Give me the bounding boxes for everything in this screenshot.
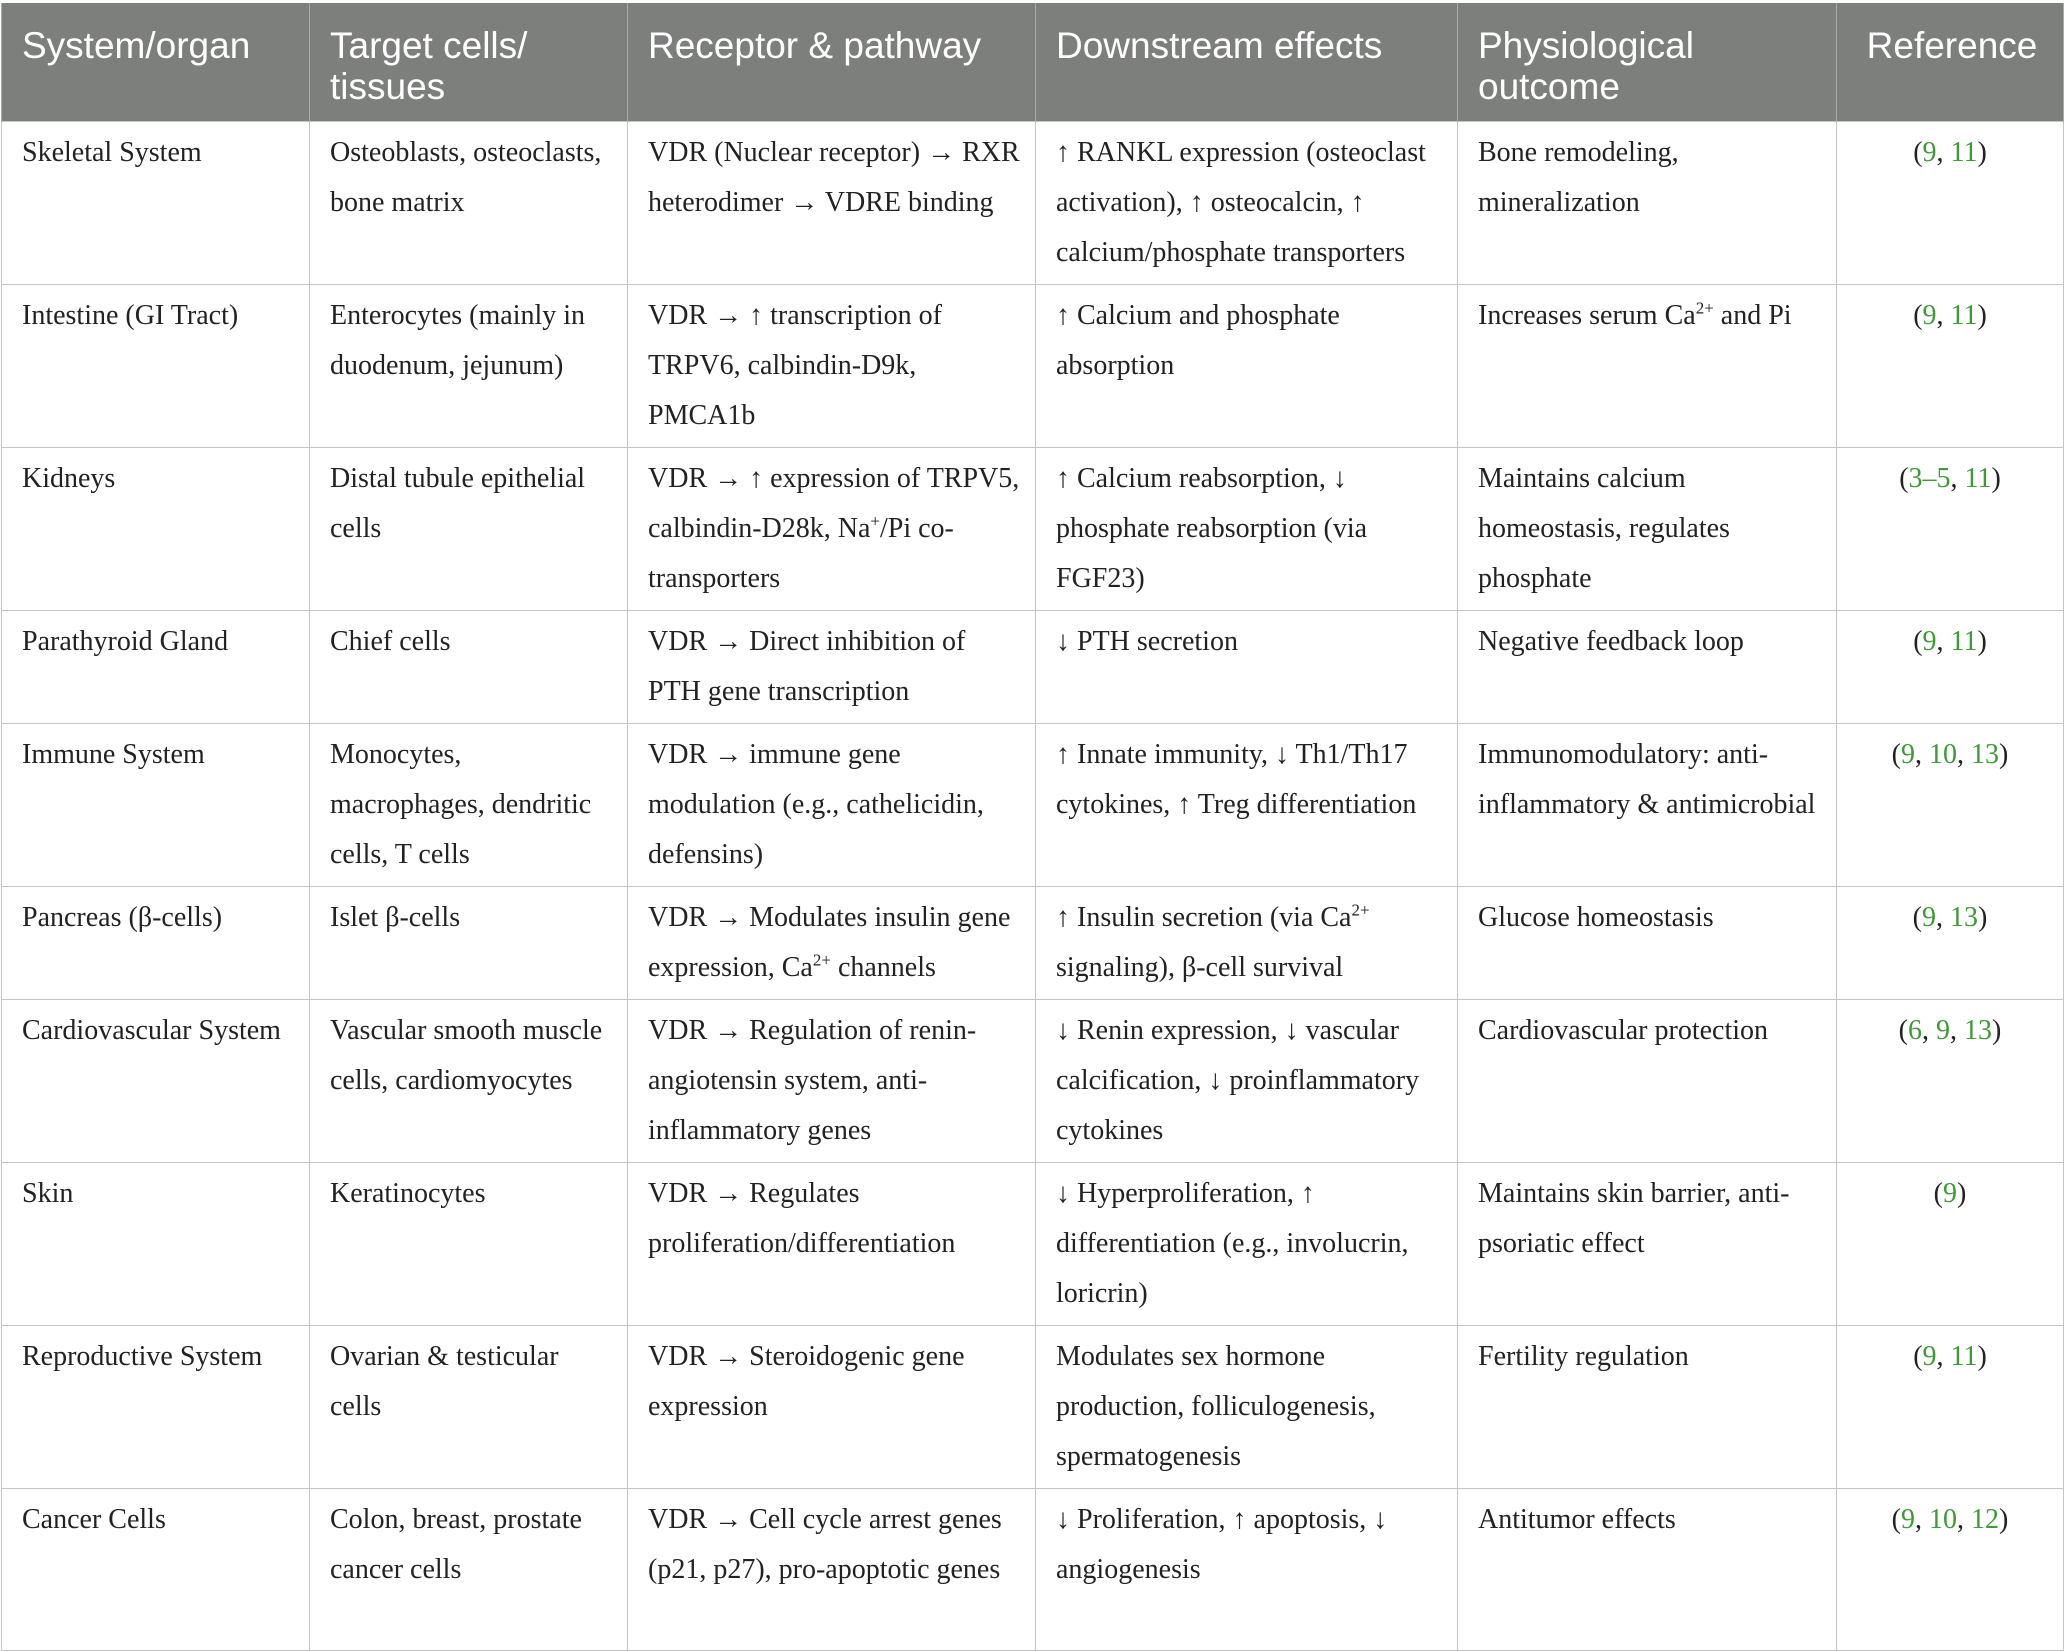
receptor-cell: VDR → Regulation of renin-angiotensin system, anti-inflammatory genes (628, 1000, 1036, 1163)
receptor-cell: VDR → immune gene modulation (e.g., cathelicidin, defensins) (628, 724, 1036, 887)
reference-link[interactable]: 9 (1922, 1341, 1937, 1372)
table-row (2, 1163, 2064, 1326)
outcome-cell: Fertility regulation (1458, 1326, 1837, 1489)
system-cell: Skeletal System (2, 122, 310, 285)
reference-link[interactable]: 9 (1901, 739, 1915, 770)
header-reference: Reference (1837, 3, 2064, 122)
reference-link[interactable]: 10 (1929, 1504, 1957, 1535)
header-row (2, 3, 2064, 122)
effects-cell: ↓ PTH secretion (1036, 611, 1458, 724)
receptor-cell: VDR → Cell cycle arrest genes (p21, p27), pro-apoptotic genes (628, 1489, 1036, 1651)
receptor-cell: VDR (Nuclear receptor) → RXR heterodimer → VDRE binding (628, 122, 1036, 285)
target-cell: Keratinocytes (310, 1163, 628, 1326)
system-cell: Reproductive System (2, 1326, 310, 1489)
reference-link[interactable]: 3–5 (1908, 463, 1951, 494)
table-row (2, 1326, 2064, 1489)
effects-cell: ↑ Calcium and phosphate absorption (1036, 285, 1458, 448)
reference-link[interactable]: 9 (1922, 902, 1936, 933)
vitamin-d-effects-table (1, 3, 2064, 1651)
outcome-cell: Maintains skin barrier, anti-psoriatic effect (1458, 1163, 1837, 1326)
reference-link[interactable]: 9 (1943, 1178, 1957, 1209)
target-cell: Osteoblasts, osteoclasts, bone matrix (310, 122, 628, 285)
table-row (2, 887, 2064, 1000)
table-row (2, 724, 2064, 887)
reference-link[interactable]: 12 (1971, 1504, 1999, 1535)
header-downstream-effects: Downstream effects (1036, 3, 1458, 122)
target-cell: Colon, breast, prostate cancer cells (310, 1489, 628, 1651)
outcome-cell: Maintains calcium homeostasis, regulates phosphate (1458, 448, 1837, 611)
reference-cell: (9, 11) (1837, 285, 2064, 448)
reference-cell: (9, 11) (1837, 1326, 2064, 1489)
system-cell: Immune System (2, 724, 310, 887)
table-row (2, 1489, 2064, 1651)
effects-cell: ↓ Renin expression, ↓ vascular calcification, ↓ proinflammatory cytokines (1036, 1000, 1458, 1163)
target-cell: Islet β-cells (310, 887, 628, 1000)
reference-link[interactable]: 13 (1950, 902, 1978, 933)
table-row (2, 1000, 2064, 1163)
reference-link[interactable]: 11 (1964, 463, 1992, 494)
reference-link[interactable]: 9 (1922, 626, 1937, 657)
receptor-cell: VDR → Direct inhibition of PTH gene transcription (628, 611, 1036, 724)
reference-cell: (3–5, 11) (1837, 448, 2064, 611)
table-body (2, 122, 2064, 1651)
reference-link[interactable]: 11 (1950, 626, 1978, 657)
target-cell: Chief cells (310, 611, 628, 724)
target-cell: Monocytes, macrophages, dendritic cells, T cells (310, 724, 628, 887)
reference-cell: (9, 11) (1837, 611, 2064, 724)
outcome-cell: Cardiovascular protection (1458, 1000, 1837, 1163)
reference-link[interactable]: 11 (1950, 1341, 1978, 1372)
outcome-cell: Negative feedback loop (1458, 611, 1837, 724)
reference-cell: (9) (1837, 1163, 2064, 1326)
reference-link[interactable]: 9 (1922, 137, 1937, 168)
receptor-cell: VDR → ↑ expression of TRPV5, calbindin-D28k, Na+/Pi co-transporters (628, 448, 1036, 611)
table-row (2, 448, 2064, 611)
effects-cell: ↑ RANKL expression (osteoclast activation), ↑ osteocalcin, ↑ calcium/phosphate transporters (1036, 122, 1458, 285)
reference-cell: (9, 11) (1837, 122, 2064, 285)
reference-link[interactable]: 9 (1922, 300, 1937, 331)
effects-cell: ↓ Hyperproliferation, ↑ differentiation (e.g., involucrin, loricrin) (1036, 1163, 1458, 1326)
outcome-cell: Immunomodulatory: anti-inflammatory & antimicrobial (1458, 724, 1837, 887)
receptor-cell: VDR → Steroidogenic gene expression (628, 1326, 1036, 1489)
outcome-cell: Glucose homeostasis (1458, 887, 1837, 1000)
receptor-cell: VDR → Modulates insulin gene expression, $Ca^{2+}$ channels (628, 887, 1036, 1000)
reference-link[interactable]: 13 (1971, 739, 1999, 770)
effects-cell: ↓ Proliferation, ↑ apoptosis, ↓ angiogenesis (1036, 1489, 1458, 1651)
reference-link[interactable]: 11 (1950, 137, 1978, 168)
reference-cell: (6, 9, 13) (1837, 1000, 2064, 1163)
outcome-cell: Bone remodeling, mineralization (1458, 122, 1837, 285)
effects-cell: ↑ Innate immunity, ↓ Th1/Th17 cytokines, ↑ Treg differentiation (1036, 724, 1458, 887)
outcome-cell: Antitumor effects (1458, 1489, 1837, 1651)
header-receptor-pathway: Receptor & pathway (628, 3, 1036, 122)
system-cell: Parathyroid Gland (2, 611, 310, 724)
reference-link[interactable]: 9 (1936, 1015, 1950, 1046)
outcome-cell: Increases serum $Ca^{2+}$ and Pi (1458, 285, 1837, 448)
target-cell: Ovarian & testicular cells (310, 1326, 628, 1489)
system-cell: Cardiovascular System (2, 1000, 310, 1163)
reference-link[interactable]: 10 (1929, 739, 1957, 770)
table-row (2, 285, 2064, 448)
reference-link[interactable]: 13 (1964, 1015, 1992, 1046)
receptor-cell: VDR → ↑ transcription of TRPV6, calbindin-D9k, PMCA1b (628, 285, 1036, 448)
table-row (2, 611, 2064, 724)
reference-cell: (9, 10, 12) (1837, 1489, 2064, 1651)
target-cell: Distal tubule epithelial cells (310, 448, 628, 611)
effects-cell: ↑ Calcium reabsorption, ↓ phosphate reabsorption (via FGF23) (1036, 448, 1458, 611)
receptor-cell: VDR → Regulates proliferation/differentiation (628, 1163, 1036, 1326)
header-target-cells: Target cells/ tissues (310, 3, 628, 122)
effects-cell: ↑ Insulin secretion (via $Ca^{2+}$ signaling), β-cell survival (1036, 887, 1458, 1000)
target-cell: Enterocytes (mainly in duodenum, jejunum) (310, 285, 628, 448)
reference-link[interactable]: 11 (1950, 300, 1978, 331)
system-cell: Skin (2, 1163, 310, 1326)
reference-link[interactable]: 9 (1901, 1504, 1915, 1535)
header-physiological-outcome: Physiological outcome (1458, 3, 1837, 122)
system-cell: Cancer Cells (2, 1489, 310, 1651)
header-system-organ: System/organ (2, 3, 310, 122)
reference-cell: (9, 10, 13) (1837, 724, 2064, 887)
system-cell: Pancreas (β-cells) (2, 887, 310, 1000)
system-cell: Kidneys (2, 448, 310, 611)
table-row (2, 122, 2064, 285)
target-cell: Vascular smooth muscle cells, cardiomyocytes (310, 1000, 628, 1163)
reference-link[interactable]: 6 (1908, 1015, 1922, 1046)
system-cell: Intestine (GI Tract) (2, 285, 310, 448)
reference-cell: (9, 13) (1837, 887, 2064, 1000)
effects-cell: Modulates sex hormone production, folliculogenesis, spermatogenesis (1036, 1326, 1458, 1489)
